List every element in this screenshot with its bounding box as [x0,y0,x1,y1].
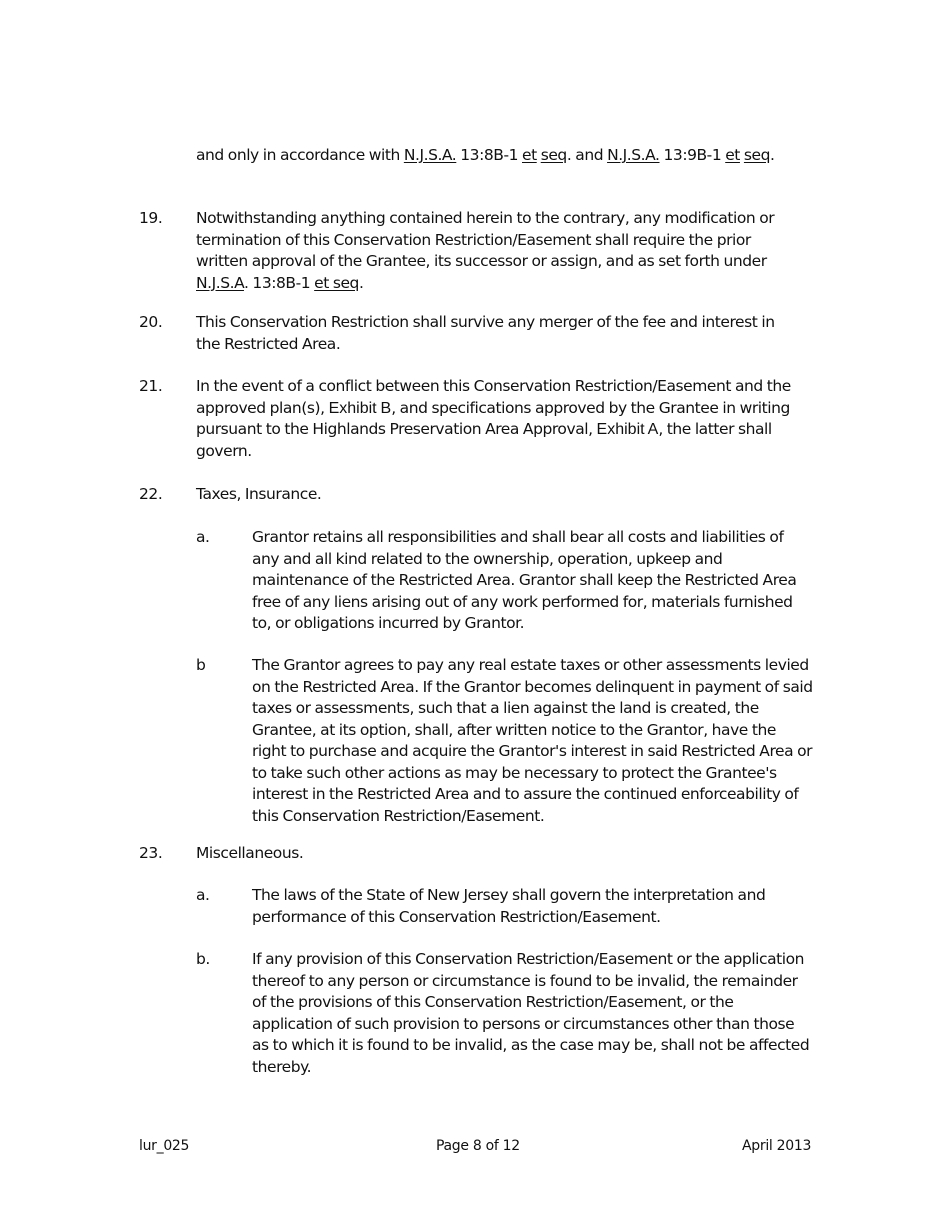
item-23b-paragraph: If any provision of this Conservation Restriction/Easement or the application thereof to any person or circumstance is found to be invalid, the remainder of the provisions of this Conservation Restriction/Easement, or the application of such provision to persons or circumstances other than those as to which it is found to be invalid, as the case may be, shall not be affected thereby. [252,950,810,1076]
item-23a-paragraph: The laws of the State of New Jersey shall govern the interpretation and performance of this Conservation Restriction/Easement. [252,886,766,926]
seq-text: seq [743,146,771,164]
subitem-label: a. [196,886,210,904]
item-20-paragraph: This Conservation Restriction shall survive any merger of the fee and interest in the Restricted Area. [196,313,775,353]
statute-ref: N.J.S.A. [607,146,660,164]
item-number: 22. [139,485,163,503]
subitem-label: a. [196,528,210,546]
item-19-paragraph: Notwithstanding anything contained herein to the contrary, any modification or termination of this Conservation Restriction/Easement shall require the prior written approval of the Grantee, its successor or assign, and as set forth under N.J.S.A. 13:8B-1 et seq. [196,209,775,292]
item-number: 23. [139,844,163,862]
continuation-paragraph: and only in accordance with N.J.S.A. 13:8B-1 et seq. and N.J.S.A. 13:9B-1 et seq. [196,146,775,164]
statute-ref: N.J.S.A [196,273,244,292]
footer-doc-id: lur_025 [139,1138,190,1154]
item-22a-paragraph: Grantor retains all responsibilities and shall bear all costs and liabilities of any and all kind related to the ownership, operation, upkeep and maintenance of the Restricted Area. Grantor shall keep the Restricted Area free of any liens arising out of any work performed for, materials furnished to, or obligations incurred by Grantor. [252,528,797,632]
footer-date: April 2013 [742,1138,812,1154]
item-22b-paragraph: The Grantor agrees to pay any real estate taxes or other assessments levied on the Restricted Area. If the Grantor becomes delinquent in payment of said taxes or assessments, such that a lien against the land is created, the Grantee, at its option, shall, after written notice to the Grantor, have the right to purchase and acquire the Grantor's interest in said Restricted Area or to take such other actions as may be necessary to protect the Grantee's interest in the Restricted Area and to assure the continued enforceability of this Conservation Restriction/Easement. [252,656,813,825]
statute-ref: N.J.S.A. [403,146,457,164]
subitem-label: b [196,656,206,674]
footer-page-number: Page 8 of 12 [436,1138,520,1154]
item-number: 19. [139,209,163,227]
exhibit-a-ref: Exhibit A [596,421,659,438]
seq-text: seq [540,146,567,164]
item-number: 21. [139,377,163,395]
subitem-label: b. [196,950,210,968]
et-text: et [725,146,740,164]
item-23-heading: Miscellaneous. [196,844,304,862]
et-text: et [522,146,537,164]
item-22-heading: Taxes, Insurance. [196,485,322,503]
exhibit-b-ref: Exhibit B [328,399,392,417]
item-21-paragraph: In the event of a conflict between this Conservation Restriction/Easement and the approved plan(s), Exhibit B, and specifications approved by the Grantee in writing pursuant to the Highlands Preservation Area Approval, Exhibit A, the latter shall govern. [196,377,791,460]
item-number: 20. [139,313,163,331]
et-seq-text: et seq [314,273,359,292]
